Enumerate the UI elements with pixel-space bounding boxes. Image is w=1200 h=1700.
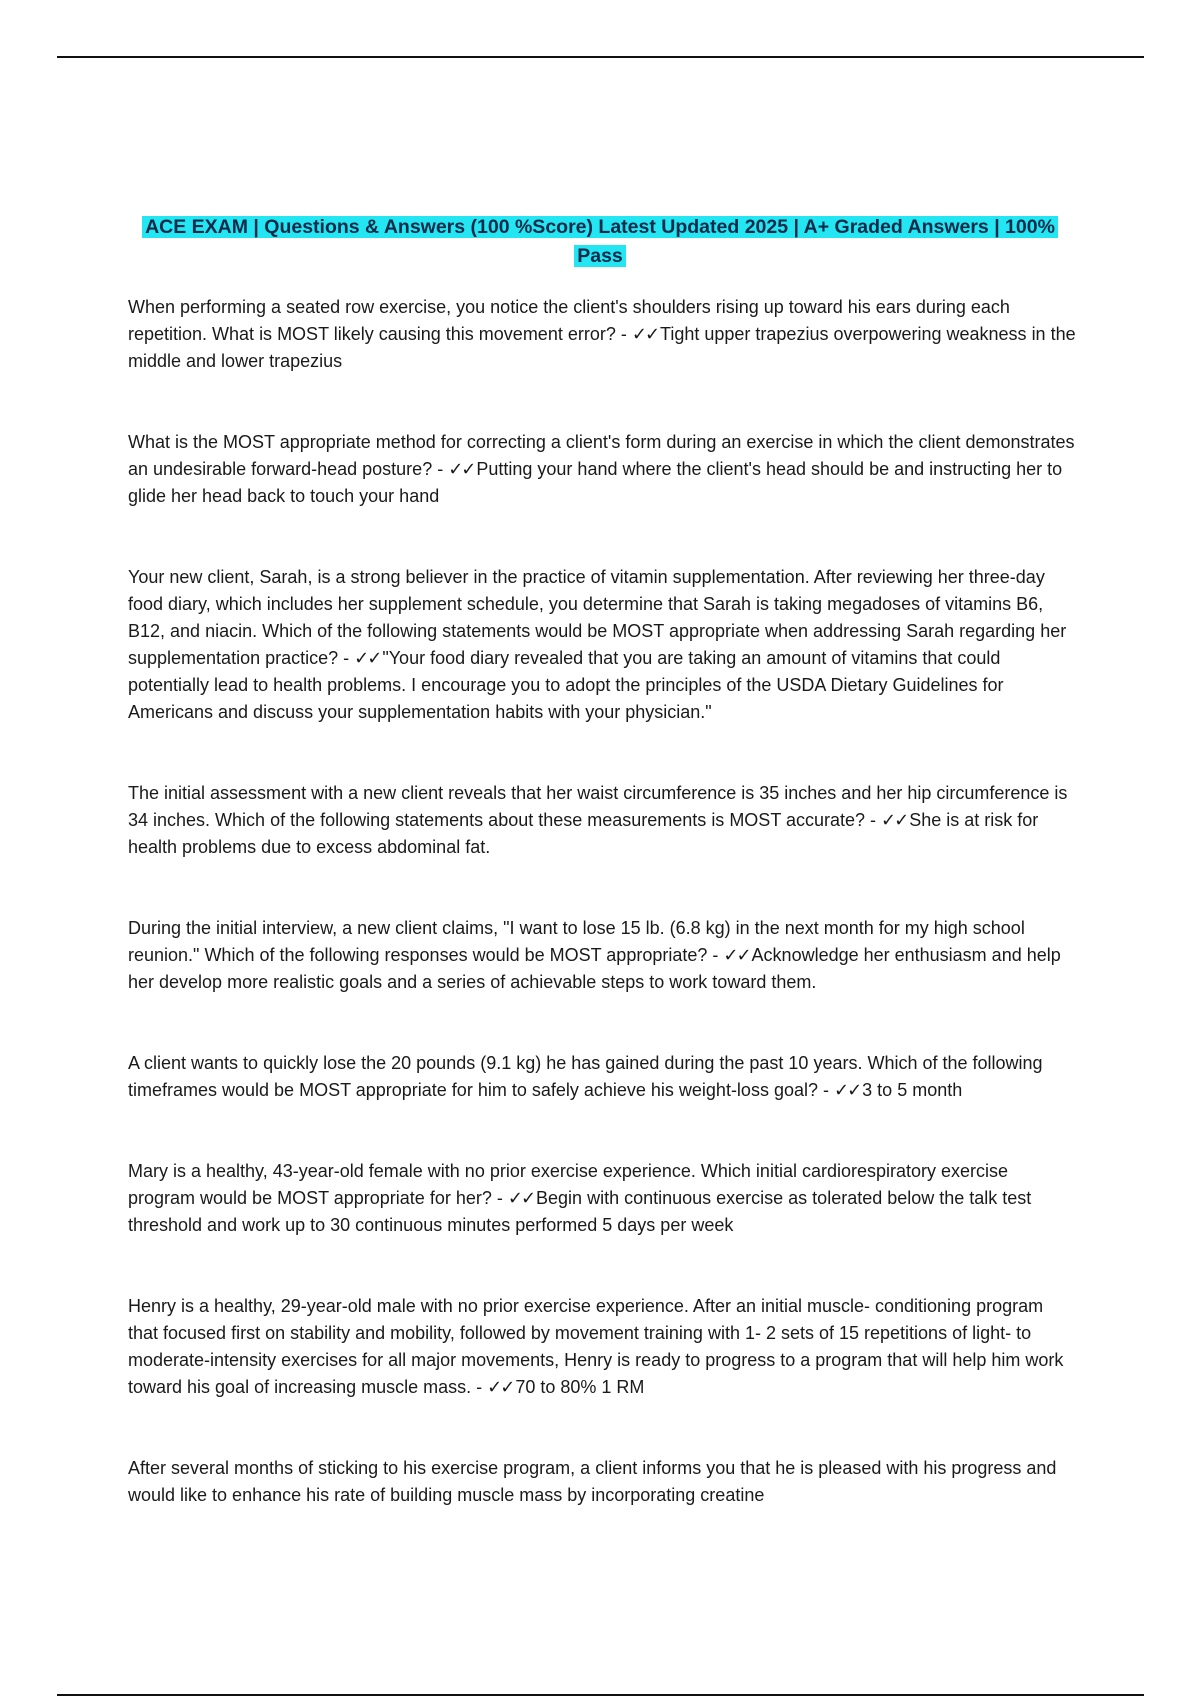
separator: - — [338, 648, 355, 668]
double-check-icon: ✓✓ — [723, 945, 750, 965]
answer-text: Begin with continuous exercise as tolerated below the talk test threshold and work up to 30 continuous minutes performed 5 days per week — [128, 1188, 1032, 1235]
question-text: After several months of sticking to his exercise program, a client informs you that he is pleased with his progress and would like to enhance his rate of building muscle mass by incorporating creatine — [128, 1458, 1057, 1505]
qa-item — [128, 1158, 1078, 1239]
separator: - — [471, 1377, 488, 1397]
question-text: The initial assessment with a new client reveals that her waist circumference is 35 inches and her hip circumference is 34 inches. Which of the following statements about these measurements is MOST accurate? — [128, 783, 1068, 830]
document-title-text: ACE EXAM | Questions & Answers (100 %Score) Latest Updated 2025 | A+ Graded Answers | 100% Pass — [142, 216, 1058, 267]
qa-item — [128, 1050, 1078, 1104]
double-check-icon: ✓✓ — [448, 459, 475, 479]
double-check-icon: ✓✓ — [881, 810, 908, 830]
separator: - — [707, 945, 724, 965]
qa-item — [128, 1293, 1078, 1401]
qa-item — [128, 915, 1078, 996]
question-text: Henry is a healthy, 29-year-old male with no prior exercise experience. After an initial muscle- conditioning program that focused first on stability and mobility, followed by movement training with 1- 2 sets of 15 repetitions of light- to moderate-intensity exercises for all major movements, Henry is ready to progress to a program that will help him work toward his goal of increasing muscle mass. — [128, 1296, 1064, 1397]
question-text: What is the MOST appropriate method for correcting a client's form during an exercise in which the client demonstrates an undesirable forward-head posture? — [128, 432, 1075, 479]
question-text: A client wants to quickly lose the 20 pounds (9.1 kg) he has gained during the past 10 years. Which of the following timeframes would be MOST appropriate for him to safely achieve his weight-loss goal? — [128, 1053, 1043, 1100]
qa-item — [128, 294, 1078, 375]
qa-item — [128, 780, 1078, 861]
footer-rule — [57, 1694, 1144, 1696]
answer-text: Putting your hand where the client's head should be and instructing her to glide her head back to touch your hand — [128, 459, 1063, 506]
header-rule — [57, 56, 1144, 58]
question-text: Mary is a healthy, 43-year-old female with no prior exercise experience. Which initial cardiorespiratory exercise program would be MOST appropriate for her? — [128, 1161, 1009, 1208]
answer-text: "Your food diary revealed that you are taking an amount of vitamins that could potentially lead to health problems. I encourage you to adopt the principles of the USDA Dietary Guidelines for Americans and discuss your supplementation habits with your physician." — [128, 648, 1004, 722]
qa-item-partial — [128, 1455, 1078, 1509]
qa-item — [128, 429, 1078, 510]
double-check-icon: ✓✓ — [354, 648, 381, 668]
answer-text: 70 to 80% 1 RM — [515, 1377, 645, 1397]
double-check-icon: ✓✓ — [834, 1080, 861, 1100]
separator: - — [432, 459, 449, 479]
question-text: Your new client, Sarah, is a strong believer in the practice of vitamin supplementation. After reviewing her three-day food diary, which includes her supplement schedule, you determine that Sarah is taking megadoses of vitamins B6, B12, and niacin. Which of the following statements would be MOST appropriate when addressing Sarah regarding her supplementation practice? — [128, 567, 1067, 668]
separator: - — [491, 1188, 508, 1208]
answer-text: She is at risk for health problems due to excess abdominal fat. — [128, 810, 1039, 857]
question-text: During the initial interview, a new client claims, "I want to lose 15 lb. (6.8 kg) in the next month for my high school reunion." Which of the following responses would be MOST appropriate? — [128, 918, 1025, 965]
separator: - — [818, 1080, 834, 1100]
answer-text: Tight upper trapezius overpowering weakness in the middle and lower trapezius — [128, 324, 1076, 371]
qa-item — [128, 564, 1078, 726]
double-check-icon: ✓✓ — [507, 1188, 535, 1208]
document-title — [120, 213, 1080, 271]
separator: - — [615, 324, 632, 344]
qa-list — [128, 294, 1078, 1563]
answer-text: 3 to 5 month — [862, 1080, 963, 1100]
separator: - — [865, 810, 882, 830]
double-check-icon: ✓✓ — [631, 324, 659, 344]
question-text: When performing a seated row exercise, you notice the client's shoulders rising up toward his ears during each repetition. What is MOST likely causing this movement error? — [128, 297, 1010, 344]
answer-text: Acknowledge her enthusiasm and help her develop more realistic goals and a series of achievable steps to work toward them. — [128, 945, 1061, 992]
double-check-icon: ✓✓ — [487, 1377, 514, 1397]
